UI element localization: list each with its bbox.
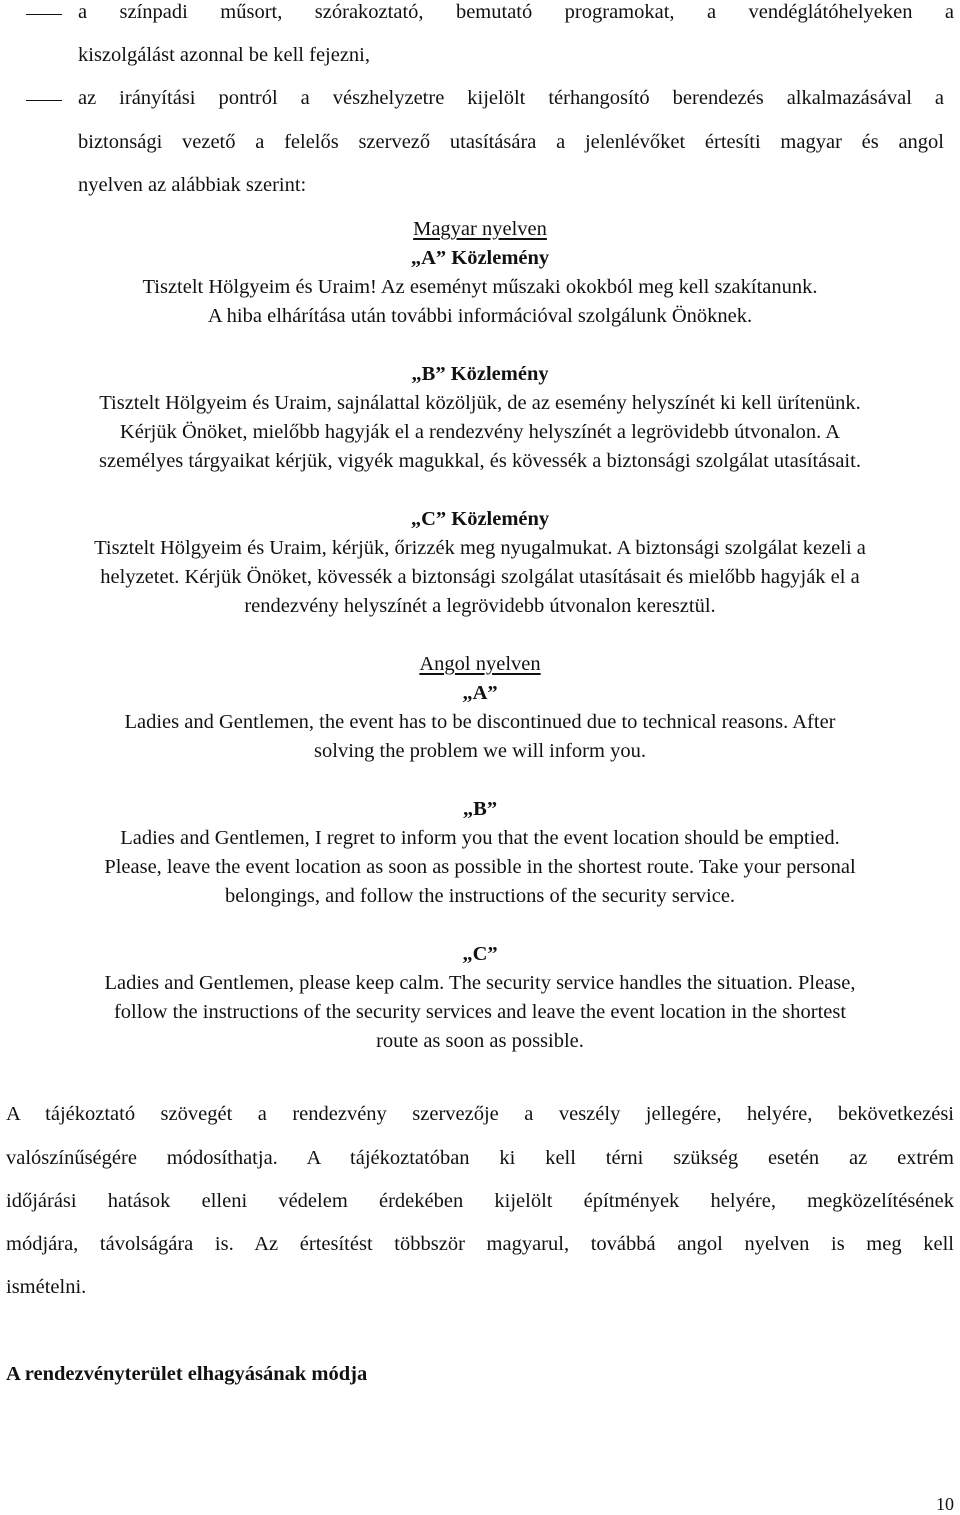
paragraph-line-2: valószínűségére módosíthatja. A tájékoztatóban ki kell térni szükség esetén az extrém bbox=[6, 1147, 954, 1169]
announcement-c-line-3-hu: rendezvény helyszínét a legrövidebb útvonalon keresztül. bbox=[244, 595, 716, 617]
bullet-2-line-2: biztonsági vezető a felelős szervező utasítására a jelenlévőket értesíti magyar és angol bbox=[78, 131, 944, 153]
announcement-b-line-2-en: Please, leave the event location as soon as possible in the shortest route. Take your personal bbox=[104, 856, 856, 878]
bullet-1-line-2: kiszolgálást azonnal be kell fejezni, bbox=[78, 44, 371, 66]
dash-bullet-icon bbox=[26, 14, 62, 15]
paragraph-line-5: ismételni. bbox=[6, 1276, 87, 1298]
announcement-b-line-3-en: belongings, and follow the instructions of the security service. bbox=[224, 885, 736, 907]
announcement-a-title-en: „A” bbox=[462, 682, 498, 704]
hungarian-heading: Magyar nyelven bbox=[413, 218, 547, 240]
announcement-c-line-2-hu: helyzetet. Kérjük Önöket, kövessék a biztonsági szolgálat utasításait és mielőbb hagyják el a bbox=[100, 566, 860, 588]
announcement-b-line-3-hu: személyes tárgyaikat kérjük, vigyék magukkal, és kövessék a biztonsági szolgálat utasításait. bbox=[99, 450, 861, 472]
announcement-a-line-1-hu: Tisztelt Hölgyeim és Uraim! Az eseményt műszaki okokból meg kell szakítanunk. bbox=[142, 276, 818, 298]
bullet-1-line-1: a színpadi műsort, szórakoztató, bemutató programokat, a vendéglátóhelyeken a bbox=[78, 1, 954, 23]
bullet-2-line-3: nyelven az alábbiak szerint: bbox=[78, 174, 307, 196]
paragraph-line-1: A tájékoztató szövegét a rendezvény szervezője a veszély jellegére, helyére, bekövetkezési bbox=[6, 1103, 954, 1125]
bullet-2-line-1: az irányítási pontról a vészhelyzetre kijelölt térhangosító berendezés alkalmazásával a bbox=[78, 87, 944, 109]
announcement-c-title-en: „C” bbox=[462, 943, 498, 965]
announcement-c-line-1-en: Ladies and Gentlemen, please keep calm. The security service handles the situation. Please, bbox=[104, 972, 856, 994]
paragraph-line-4: módjára, távolságára is. Az értesítést többször magyarul, továbbá angol nyelven is meg kell bbox=[6, 1233, 954, 1255]
announcement-b-line-2-hu: Kérjük Önöket, mielőbb hagyják el a rendezvény helyszínét a legrövidebb útvonalon. A bbox=[119, 421, 841, 443]
announcement-b-title-en: „B” bbox=[462, 798, 498, 820]
announcement-c-line-3-en: route as soon as possible. bbox=[376, 1030, 584, 1052]
announcement-c-line-2-en: follow the instructions of the security services and leave the event location in the shortest bbox=[113, 1001, 847, 1023]
announcement-b-line-1-en: Ladies and Gentlemen, I regret to inform you that the event location should be emptied. bbox=[120, 827, 840, 849]
announcement-a-line-2-hu: A hiba elhárítása után további információval szolgálunk Önöknek. bbox=[207, 305, 753, 327]
section-heading: A rendezvényterület elhagyásának módja bbox=[6, 1363, 368, 1385]
english-heading: Angol nyelven bbox=[419, 653, 541, 675]
announcement-b-line-1-hu: Tisztelt Hölgyeim és Uraim, sajnálattal közöljük, de az esemény helyszínét ki kell ürítenünk. bbox=[99, 392, 861, 414]
announcement-a-line-2-en: solving the problem we will inform you. bbox=[314, 740, 646, 762]
dash-bullet-icon bbox=[26, 100, 62, 101]
announcement-a-line-1-en: Ladies and Gentlemen, the event has to be discontinued due to technical reasons. After bbox=[124, 711, 836, 733]
announcement-b-title-hu: „B” Közlemény bbox=[411, 363, 549, 385]
announcement-c-line-1-hu: Tisztelt Hölgyeim és Uraim, kérjük, őrizzék meg nyugalmukat. A biztonsági szolgálat kezeli a bbox=[94, 537, 866, 559]
paragraph-line-3: időjárási hatások elleni védelem érdekében kijelölt építmények helyére, megközelítésének bbox=[6, 1190, 954, 1212]
announcement-c-title-hu: „C” Közlemény bbox=[410, 508, 550, 530]
page-number: 10 bbox=[936, 1494, 954, 1514]
announcement-a-title-hu: „A” Közlemény bbox=[410, 247, 550, 269]
